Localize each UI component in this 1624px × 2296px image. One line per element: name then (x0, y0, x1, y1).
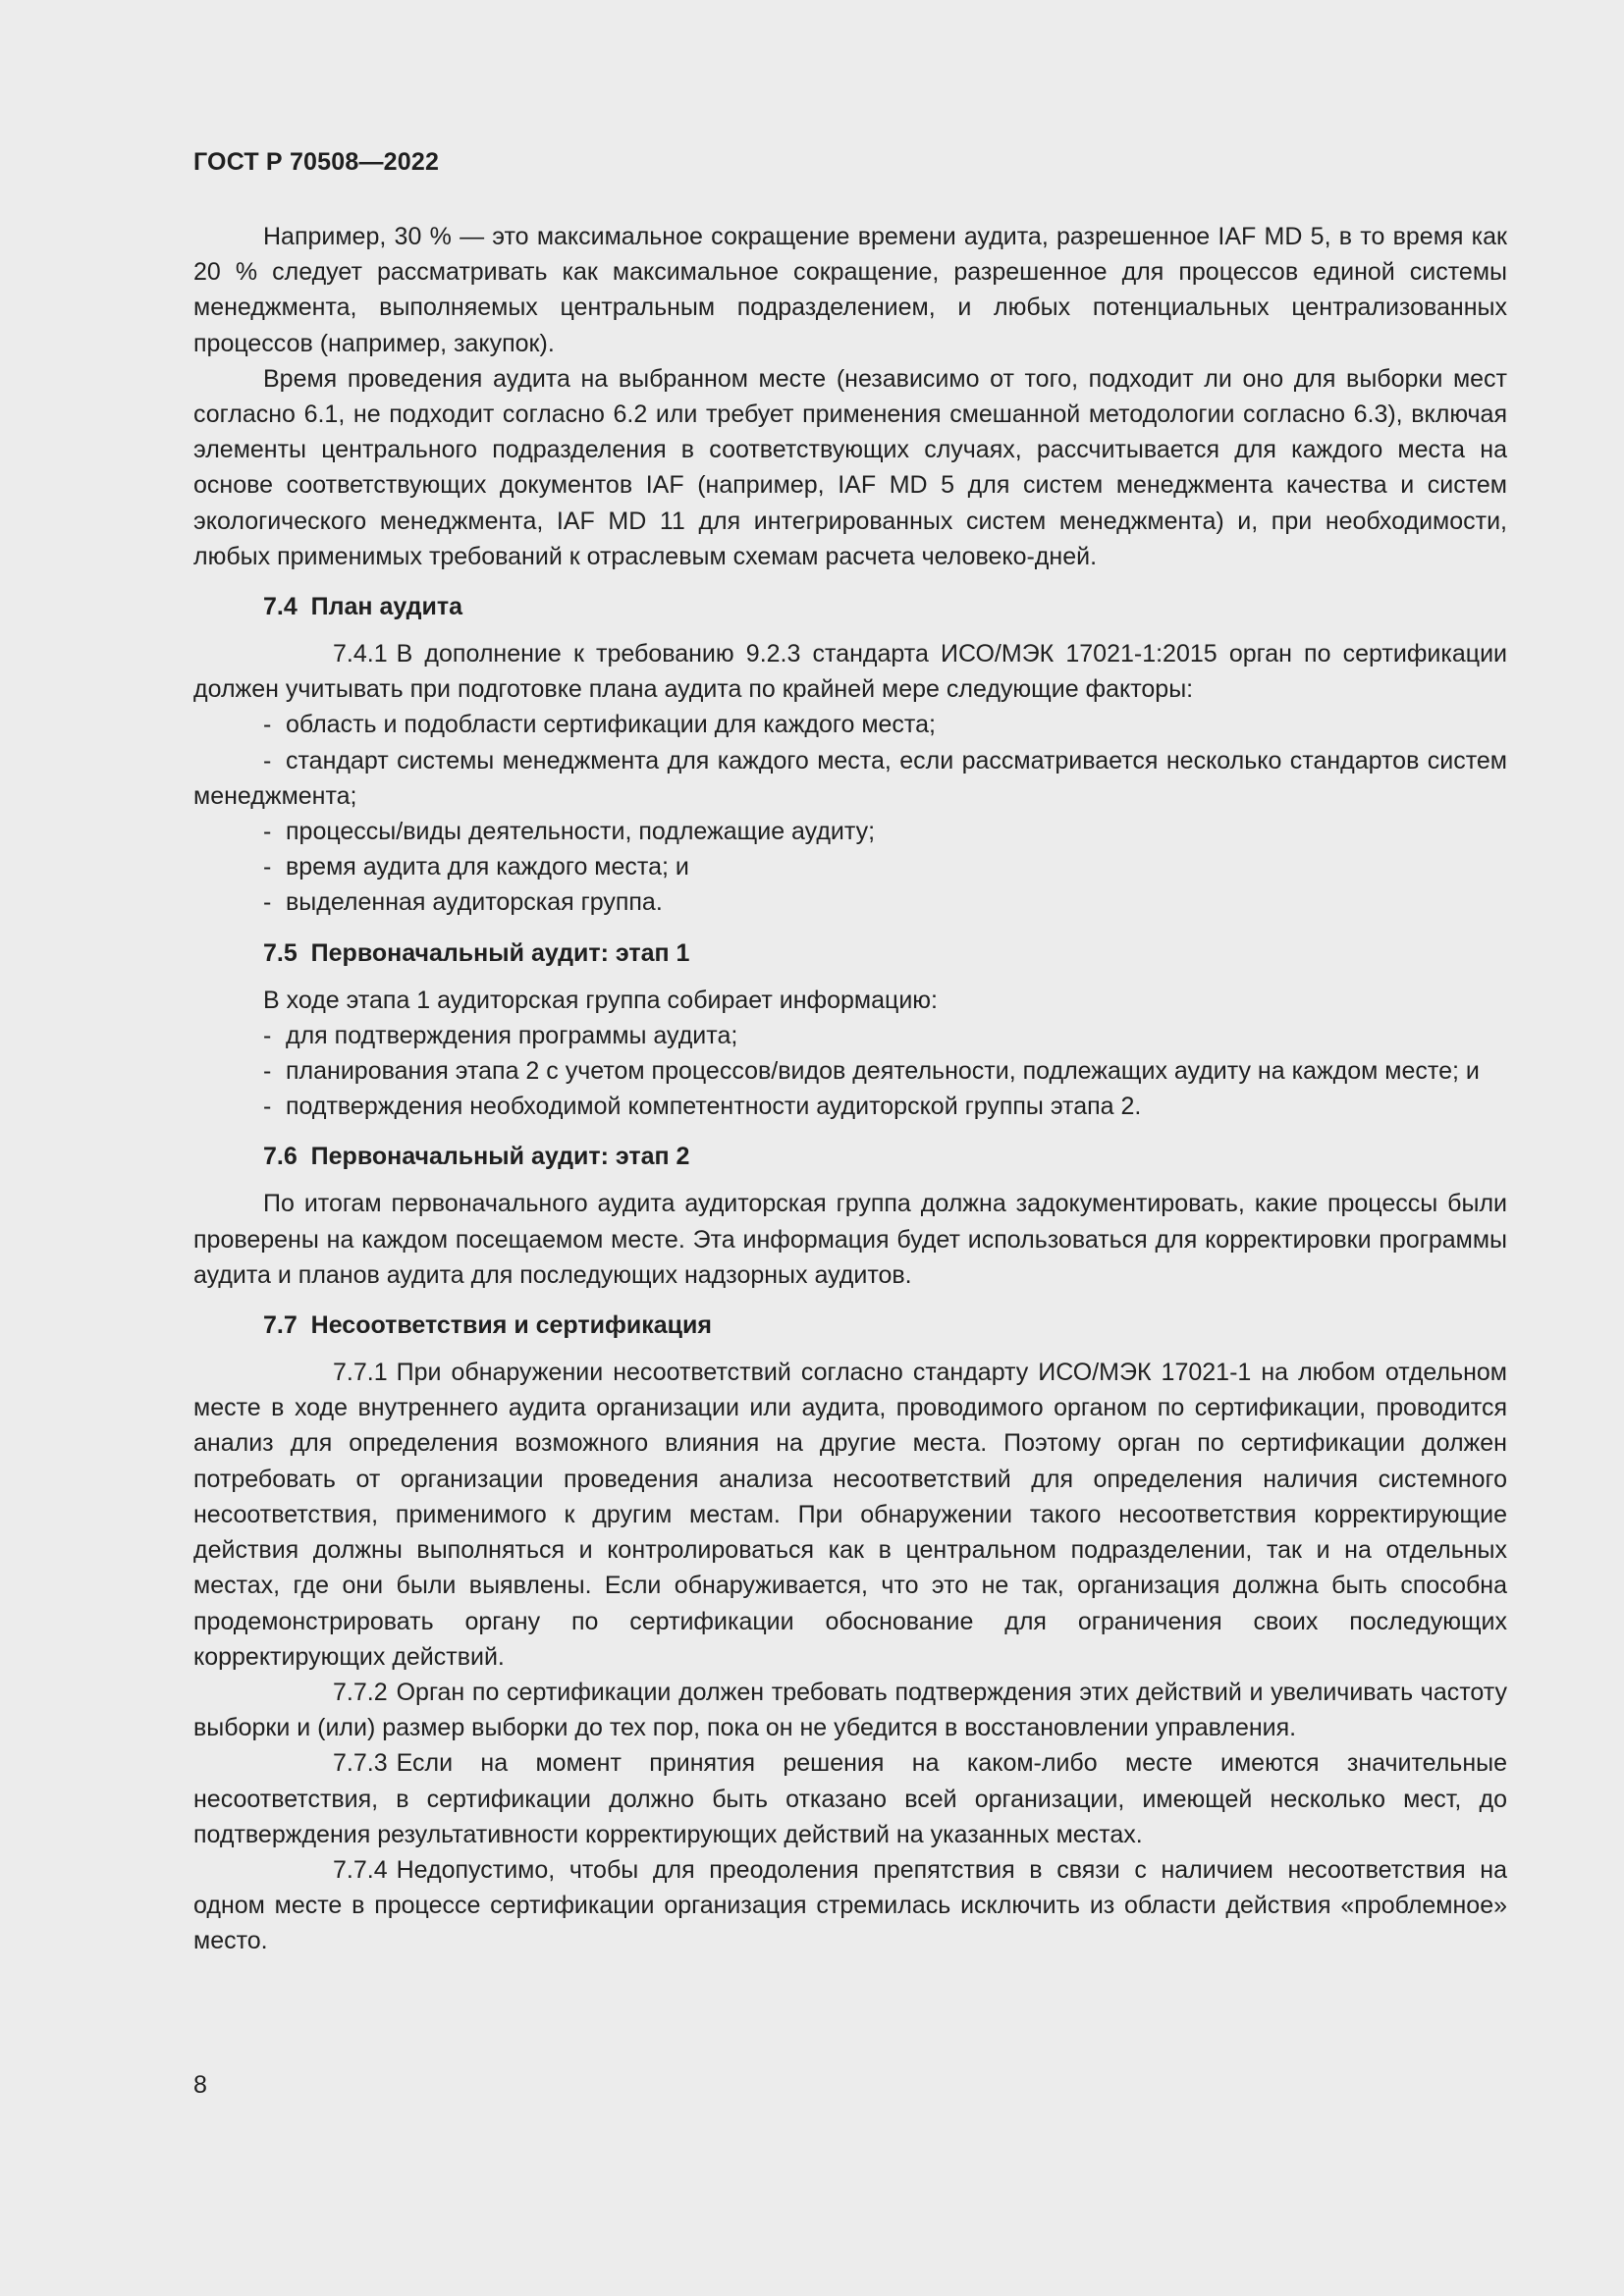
paragraph: Например, 30 % — это максимальное сокращение времени аудита, разрешенное IAF MD 5, в то время как 20 % следует рассматривать как максимальное сокращение, разрешенное для процессов единой системы менеджмента, выполняемых центральным подразделением, и любых потенциальных централизованных процессов (например, закупок). (193, 223, 1507, 357)
dash-bullet: - (263, 818, 272, 846)
clause-paragraph (193, 1852, 1507, 1959)
paragraph: В ходе этапа 1 аудиторская группа собирает информацию: (263, 986, 938, 1014)
document-body (193, 219, 1507, 1959)
list-item (193, 814, 1507, 849)
page-number: 8 (193, 2071, 207, 2099)
list-item (193, 743, 1507, 814)
section-title: Первоначальный аудит: этап 2 (310, 1143, 690, 1171)
paragraph: Время проведения аудита на выбранном месте (независимо от того, подходит ли оно для выборки мест согласно 6.1, не подходит согласно 6.2 или требует применения смешанной методологии согласно 6.3), включая элементы центрального подразделения в соответствующих случаях, рассчитывается для каждого места на основе соответствующих документов IAF (например, IAF MD 5 для систем менеджмента качества и систем экологического менеджмента, IAF MD 11 для интегрированных систем менеджмента) и, при необходимости, любых применимых требований к отраслевым схемам расчета человеко-дней. (193, 364, 1507, 570)
section-number: 7.7 (263, 1311, 298, 1340)
clause-number: 7.7.2 (333, 1678, 388, 1706)
list-item-text: процессы/виды деятельности, подлежащие аудиту; (286, 818, 876, 846)
document-page (193, 0, 1507, 2296)
dash-bullet: - (263, 853, 272, 881)
clause-text: В дополнение к требованию 9.2.3 стандарта ИСО/МЭК 17021-1:2015 орган по сертификации должен учитывать при подготовке плана аудита по крайней мере следующие факторы: (193, 640, 1507, 704)
dash-bullet: - (263, 1093, 272, 1121)
section-title: Несоответствия и сертификация (310, 1311, 712, 1340)
list-item (193, 1089, 1507, 1124)
list-item (193, 884, 1507, 920)
clause-text: При обнаружении несоответствий согласно стандарту ИСО/МЭК 17021-1 на любом отдельном месте в ходе внутреннего аудита организации или аудита, проводимого органом по сертификации, проводится анализ для определения возможного влияния на другие места. Поэтому орган по сертификации должен потребовать от организации проведения анализа несоответствий для определения наличия системного несоответствия, применимого к другим местам. При обнаружении такого несоответствия корректирующие действия должны выполняться и контролироваться как в центральном подразделении, так и на отдельных местах, где они были выявлены. Если обнаруживается, что это не так, организация должна быть способна продемонстрировать органу по сертификации обоснование для ограничения своих последующих корректирующих действий. (193, 1359, 1507, 1671)
list-item-text: область и подобласти сертификации для каждого места; (286, 711, 936, 739)
list-item (193, 1053, 1507, 1089)
clause-text: Недопустимо, чтобы для преодоления препятствия в связи с наличием несоответствия на одном месте в процессе сертификации организация стремилась исключить из области действия «проблемное» место. (193, 1855, 1507, 1955)
list-item-text: подтверждения необходимой компетентности аудиторской группы этапа 2. (286, 1093, 1142, 1121)
section-heading (263, 1139, 1507, 1174)
section-heading (263, 935, 1507, 971)
dash-bullet: - (263, 746, 272, 774)
list-item (193, 849, 1507, 884)
section-heading (263, 1308, 1507, 1343)
clause-paragraph (193, 1355, 1507, 1675)
list-item-text: для подтверждения программы аудита; (286, 1021, 738, 1049)
clause-paragraph (193, 636, 1507, 707)
list-item (193, 707, 1507, 742)
clause-text: Если на момент принятия решения на каком-либо месте имеются значительные несоответствия, в сертификации должно быть отказано всей организации, имеющей несколько мест, до подтверждения результативности корректирующих действий на указанных местах. (193, 1749, 1507, 1848)
section-number: 7.6 (263, 1143, 298, 1171)
document-header: ГОСТ Р 70508—2022 (193, 148, 440, 176)
section-number: 7.4 (263, 593, 298, 621)
section-heading (263, 589, 1507, 624)
paragraph: По итогам первоначального аудита аудиторская группа должна задокументировать, какие процессы были проверены на каждом посещаемом месте. Эта информация будет использоваться для корректировки программы аудита и планов аудита для последующих надзорных аудитов. (193, 1190, 1507, 1289)
section-title: Первоначальный аудит: этап 1 (310, 938, 690, 967)
clause-number: 7.4.1 (333, 640, 388, 668)
dash-bullet: - (263, 1057, 272, 1086)
dash-bullet: - (263, 888, 272, 917)
list-item-text: стандарт системы менеджмента для каждого места, если рассматривается несколько стандартов систем менеджмента; (193, 746, 1507, 810)
list-item (193, 1018, 1507, 1053)
list-item-text: время аудита для каждого места; и (286, 853, 689, 881)
clause-text: Орган по сертификации должен требовать подтверждения этих действий и увеличивать частоту выборки и (или) размер выборки до тех пор, пока он не убедится в восстановлении управления. (193, 1678, 1507, 1742)
clause-number: 7.7.4 (333, 1855, 388, 1884)
list-item-text: выделенная аудиторская группа. (286, 888, 663, 917)
dash-bullet: - (263, 1021, 272, 1049)
section-number: 7.5 (263, 938, 298, 967)
clause-paragraph (193, 1675, 1507, 1745)
clause-paragraph (193, 1745, 1507, 1852)
list-item-text: планирования этапа 2 с учетом процессов/видов деятельности, подлежащих аудиту на каждом месте; и (286, 1057, 1480, 1086)
clause-number: 7.7.3 (333, 1749, 388, 1778)
section-title: План аудита (310, 593, 463, 621)
clause-number: 7.7.1 (333, 1359, 388, 1387)
dash-bullet: - (263, 711, 272, 739)
